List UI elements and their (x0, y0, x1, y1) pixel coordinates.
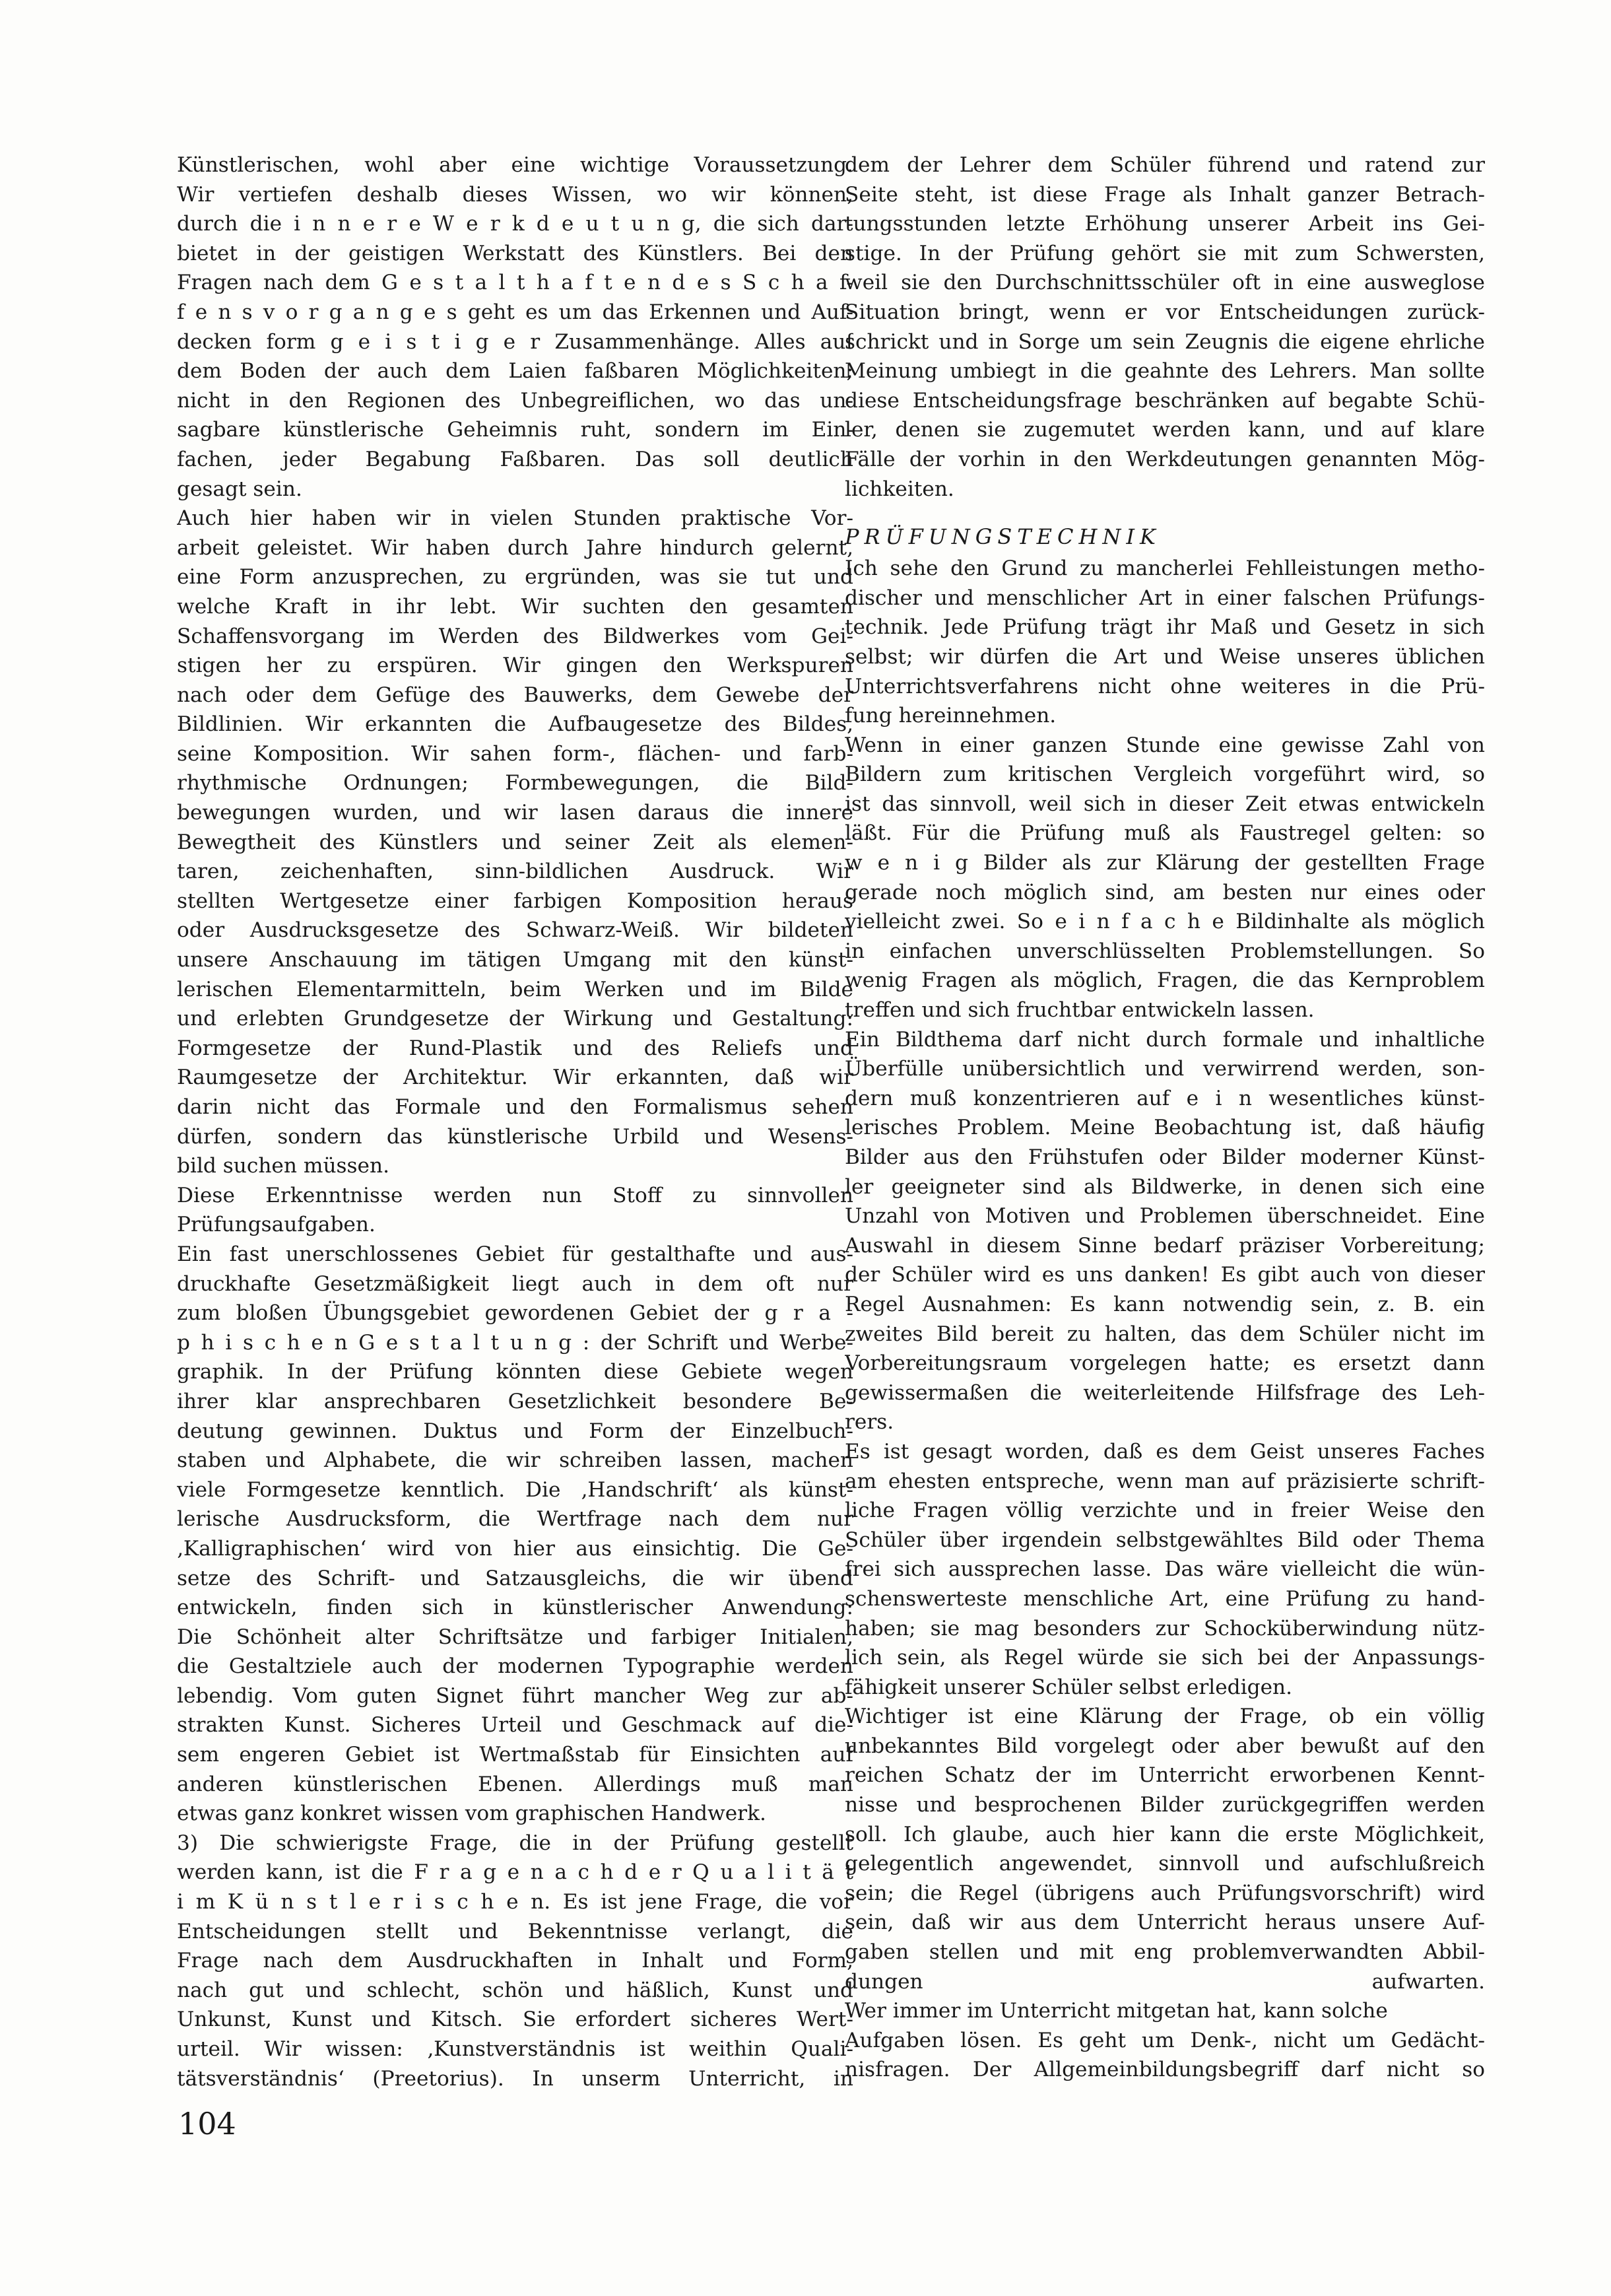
text-line: Wer immer im Unterricht mitgetan hat, kann solche (845, 1999, 1388, 2023)
text-line: gewissermaßen die weiterleitende Hilfsfrage des Leh- (845, 1380, 1485, 1405)
text-line: weil sie den Durchschnittsschüler oft in eine ausweglose (845, 271, 1485, 295)
text-line: bild suchen müssen. (177, 1154, 390, 1178)
text-line: anderen künstlerischen Ebenen. Allerdings muß man (177, 1772, 853, 1796)
text-line: Auswahl in diesem Sinne bedarf präziser Vorbereitung; (845, 1233, 1485, 1258)
text-line: dern muß konzentrieren auf e i n wesentliches künst- (845, 1086, 1485, 1110)
text-line: vielleicht zwei. So e i n f a c h e Bildinhalte als möglich (845, 910, 1485, 934)
text-line: Fragen nach dem G e s t a l t h a f t e n d e s S c h a f- (177, 271, 853, 295)
text-line: eine Form anzusprechen, zu ergründen, was sie tut und (177, 565, 853, 590)
text-line: lerisches Problem. Meine Beobachtung ist, daß häufig (845, 1116, 1485, 1140)
text-line: nach oder dem Gefüge des Bauwerks, dem Gewebe der (177, 683, 853, 707)
text-line: stellten Wertgesetze einer farbigen Komposition heraus (177, 889, 853, 913)
text-line: treffen und sich fruchtbar entwickeln lassen. (845, 998, 1315, 1023)
text-line: deutung gewinnen. Duktus und Form der Einzelbuch- (177, 1419, 853, 1443)
text-line: reichen Schatz der im Unterricht erworbenen Kennt- (845, 1763, 1485, 1788)
page-number: 104 (178, 2106, 236, 2142)
text-line: läßt. Für die Prüfung muß als Faustregel gelten: so (845, 821, 1485, 846)
text-line: entwickeln, finden sich in künstlerischer Anwendung: (177, 1596, 853, 1620)
text-line: Bewegtheit des Künstlers und seiner Zeit als elemen- (177, 830, 853, 854)
text-line: arbeit geleistet. Wir haben durch Jahre hindurch gelernt, (177, 535, 853, 560)
text-line: liche Fragen völlig verzichte und in freier Weise den (845, 1499, 1485, 1523)
text-line: Aufgaben lösen. Es geht um Denk-, nicht um Gedächt- (845, 2028, 1485, 2052)
text-line: 3) Die schwierigste Frage, die in der Prüfung gestellt (177, 1831, 853, 1855)
text-line: gelegentlich angewendet, sinnvoll und aufschlußreich (845, 1852, 1485, 1876)
text-line: diese Entscheidungsfrage beschränken auf begabte Schü- (845, 388, 1485, 413)
text-line: Bildern zum kritischen Vergleich vorgeführt wird, so (845, 762, 1485, 787)
text-line: i m K ü n s t l e r i s c h e n. Es ist jene Frage, die vor (177, 1890, 853, 1914)
text-line: Bilder aus den Frühstufen oder Bilder moderner Künst- (845, 1145, 1485, 1169)
right-column-bottom-text (845, 554, 1485, 2085)
left-column (177, 151, 853, 2093)
text-line: Ein fast unerschlossenes Gebiet für gestalthafte und aus- (177, 1242, 853, 1266)
text-line: Die Schönheit alter Schriftsätze und farbiger Initialen, (177, 1625, 853, 1649)
text-line: sein; die Regel (übrigens auch Prüfungsvorschrift) wird (845, 1881, 1485, 1905)
text-line: lich sein, als Regel würde sie sich bei der Anpassungs- (845, 1646, 1485, 1670)
text-line: werden kann, ist die F r a g e n a c h d e r Q u a l i t ä t (177, 1860, 853, 1885)
text-line: Schaffensvorgang im Werden des Bildwerkes vom Gei- (177, 624, 853, 648)
text-line: frei sich aussprechen lasse. Das wäre vielleicht die wün- (845, 1557, 1485, 1582)
text-line: darin nicht das Formale und den Formalismus sehen (177, 1095, 853, 1119)
text-line: stige. In der Prüfung gehört sie mit zum Schwersten, (845, 241, 1485, 265)
text-line: sein, daß wir aus dem Unterricht heraus unsere Auf- (845, 1910, 1485, 1935)
text-line: sem engeren Gebiet ist Wertmaßstab für Einsichten auf (177, 1743, 853, 1767)
text-line: Meinung umbiegt in die geahnte des Lehrers. Man sollte (845, 359, 1485, 384)
text-line: nach gut und schlecht, schön und häßlich, Kunst und (177, 1978, 853, 2002)
text-line: Auch hier haben wir in vielen Stunden praktische Vor- (177, 506, 853, 531)
text-line: zum bloßen Übungsgebiet gewordenen Gebiet der g r a - (177, 1301, 853, 1326)
text-line: nisse und besprochenen Bilder zurückgegriffen werden (845, 1793, 1485, 1817)
text-line: Bildlinien. Wir erkannten die Aufbaugesetze des Bildes, (177, 712, 853, 737)
text-line: tungsstunden letzte Erhöhung unserer Arbeit ins Gei- (845, 212, 1485, 236)
text-line: ler geeigneter sind als Bildwerke, in denen sich eine (845, 1174, 1485, 1199)
text-line: decken form g e i s t i g e r Zusammenhänge. Alles auf (177, 329, 853, 354)
text-line: Prüfungsaufgaben. (177, 1213, 376, 1237)
text-line: stigen her zu erspüren. Wir gingen den Werkspuren (177, 654, 853, 678)
text-line: Wenn in einer ganzen Stunde eine gewisse Zahl von (845, 733, 1485, 757)
section-heading-block (845, 521, 1485, 553)
text-line: dem der Lehrer dem Schüler führend und ratend zur (845, 153, 1485, 177)
text-line: gaben stellen und mit eng problemverwandten Abbil- (845, 1940, 1485, 1965)
text-line: rers. (845, 1410, 894, 1435)
text-line: ist das sinnvoll, weil sich in dieser Zeit etwas entwickeln (845, 792, 1485, 816)
text-line: fachen, jeder Begabung Faßbaren. Das soll deutlich (177, 447, 853, 471)
text-line: und erlebten Grundgesetze der Wirkung und Gestaltung: (177, 1007, 853, 1031)
text-line: dürfen, sondern das künstlerische Urbild und Wesens- (177, 1124, 853, 1149)
text-line: Unterrichtsverfahrens nicht ohne weiteres in die Prü- (845, 674, 1485, 698)
section-heading: PRÜFUNGSTECHNIK (845, 524, 1161, 550)
text-line: taren, zeichenhaften, sinn-bildlichen Ausdruck. Wir (177, 860, 853, 884)
text-line: Unzahl von Motiven und Problemen überschneidet. Eine (845, 1204, 1485, 1229)
text-line: Wir vertiefen deshalb dieses Wissen, wo wir können, (177, 182, 853, 207)
text-line: bewegungen wurden, und wir lasen daraus die innere (177, 801, 853, 825)
text-line: viele Formgesetze kenntlich. Die ‚Handschrift‘ als künst- (177, 1477, 853, 1502)
text-line: druckhafte Gesetzmäßigkeit liegt auch in dem oft nur (177, 1271, 853, 1296)
text-line: Schüler über irgendein selbstgewähltes Bild oder Thema (845, 1528, 1485, 1552)
text-line: dem Boden der auch dem Laien faßbaren Möglichkeiten; (177, 359, 853, 384)
text-line: dungen aufwarten. (845, 1969, 1485, 1994)
text-line: gesagt sein. (177, 477, 302, 501)
text-line: welche Kraft in ihr lebt. Wir suchten den gesamten (177, 594, 853, 619)
text-line: lichkeiten. (845, 477, 954, 501)
right-column (845, 151, 1485, 2085)
text-line: Unkunst, Kunst und Kitsch. Sie erfordert sicheres Wert- (177, 2008, 853, 2032)
text-line: Frage nach dem Ausdruckhaften in Inhalt und Form, (177, 1949, 853, 1973)
text-line: lerische Ausdrucksform, die Wertfrage nach dem nur (177, 1507, 853, 1532)
text-line: unsere Anschauung im tätigen Umgang mit den künst- (177, 948, 853, 972)
text-line: soll. Ich glaube, auch hier kann die erste Möglichkeit, (845, 1822, 1485, 1846)
text-line: durch die i n n e r e W e r k d e u t u n g, die sich dar- (177, 212, 853, 236)
text-line: rhythmische Ordnungen; Formbewegungen, die Bild- (177, 771, 853, 795)
text-line: sagbare künstlerische Geheimnis ruht, sondern im Ein- (177, 418, 853, 442)
text-line: Diese Erkenntnisse werden nun Stoff zu sinnvollen (177, 1183, 853, 1207)
text-line: ler, denen sie zugemutet werden kann, und auf klare (845, 418, 1485, 442)
text-line: selbst; wir dürfen die Art und Weise unseres üblichen (845, 644, 1485, 669)
text-line: f e n s v o r g a n g e s geht es um das Erkennen und Auf- (177, 300, 853, 324)
text-line: Situation bringt, wenn er vor Entscheidungen zurück- (845, 300, 1485, 324)
text-line: Es ist gesagt worden, daß es dem Geist unseres Faches (845, 1439, 1485, 1464)
text-line: bietet in der geistigen Werkstatt des Künstlers. Bei den (177, 241, 853, 265)
text-line: Regel Ausnahmen: Es kann notwendig sein, z. B. ein (845, 1292, 1485, 1316)
text-line: p h i s c h e n G e s t a l t u n g : der Schrift und Werbe- (177, 1330, 853, 1355)
text-line: strakten Kunst. Sicheres Urteil und Geschmack auf die- (177, 1713, 853, 1738)
text-line: in einfachen unverschlüsselten Problemstellungen. So (845, 939, 1485, 963)
text-line: die Gestaltziele auch der modernen Typographie werden (177, 1654, 853, 1679)
text-line: urteil. Wir wissen: ‚Kunstverständnis ist weithin Quali- (177, 2037, 853, 2061)
text-line: nisfragen. Der Allgemeinbildungsbegriff darf nicht so (845, 2058, 1485, 2082)
text-line: staben und Alphabete, die wir schreiben lassen, machen (177, 1448, 853, 1473)
text-line: zweites Bild bereit zu halten, das dem Schüler nicht im (845, 1322, 1485, 1346)
text-line: graphik. In der Prüfung könnten diese Gebiete wegen (177, 1360, 853, 1384)
text-line: etwas ganz konkret wissen vom graphischen Handwerk. (177, 1802, 766, 1826)
text-line: lebendig. Vom guten Signet führt mancher Weg zur ab- (177, 1683, 853, 1708)
text-line: ihrer klar ansprechbaren Gesetzlichkeit besondere Be- (177, 1389, 853, 1413)
text-line: fung hereinnehmen. (845, 704, 1057, 728)
text-line: am ehesten entspreche, wenn man auf präzisierte schrift- (845, 1469, 1485, 1493)
text-line: schenswerteste menschliche Art, eine Prüfung zu hand- (845, 1586, 1485, 1611)
text-line: Ein Bildthema darf nicht durch formale und inhaltliche (845, 1027, 1485, 1052)
text-line: tätsverständnis‘ (Preetorius). In unserm Unterricht, in (177, 2066, 853, 2091)
text-line: Formgesetze der Rund-Plastik und des Reliefs und (177, 1036, 853, 1060)
text-line: haben; sie mag besonders zur Schocküberwindung nütz- (845, 1616, 1485, 1640)
text-line: discher und menschlicher Art in einer falschen Prüfungs- (845, 586, 1485, 610)
text-line: Künstlerischen, wohl aber eine wichtige Voraussetzung. (177, 153, 853, 177)
text-line: seine Komposition. Wir sahen form-, flächen- und farb- (177, 741, 853, 766)
text-line: Raumgesetze der Architektur. Wir erkannten, daß wir (177, 1065, 853, 1090)
text-line: Fälle der vorhin in den Werkdeutungen genannten Mög- (845, 447, 1485, 471)
text-line: ‚Kalligraphischen‘ wird von hier aus einsichtig. Die Ge- (177, 1536, 853, 1561)
text-line: lerischen Elementarmitteln, beim Werken und im Bilde (177, 977, 853, 1001)
text-line: Vorbereitungsraum vorgelegen hatte; es ersetzt dann (845, 1351, 1485, 1376)
text-line: der Schüler wird es uns danken! Es gibt auch von dieser (845, 1263, 1485, 1287)
text-line: schrickt und in Sorge um sein Zeugnis die eigene ehrliche (845, 329, 1485, 354)
text-line: fähigkeit unserer Schüler selbst erledigen. (845, 1675, 1293, 1699)
text-line: Überfülle unübersichtlich und verwirrend werden, son- (845, 1057, 1485, 1081)
text-line: Ich sehe den Grund zu mancherlei Fehlleistungen metho- (845, 557, 1485, 581)
text-line: Wichtiger ist eine Klärung der Frage, ob ein völlig (845, 1705, 1485, 1729)
text-line: Entscheidungen stellt und Bekenntnisse verlangt, die (177, 1919, 853, 1943)
text-line: setze des Schrift- und Satzausgleichs, die wir übend (177, 1566, 853, 1590)
text-line: technik. Jede Prüfung trägt ihr Maß und Gesetz in sich (845, 615, 1485, 640)
text-line: gerade noch möglich sind, am besten nur eines oder (845, 880, 1485, 904)
text-line: w e n i g Bilder als zur Klärung der gestellten Frage (845, 851, 1485, 875)
text-line: Seite steht, ist diese Frage als Inhalt ganzer Betrach- (845, 182, 1485, 207)
text-line: oder Ausdrucksgesetze des Schwarz-Weiß. Wir bildeten (177, 918, 853, 943)
text-line: unbekanntes Bild vorgelegt oder aber bewußt auf den (845, 1734, 1485, 1758)
right-column-top-text (845, 151, 1485, 504)
text-line: wenig Fragen als möglich, Fragen, die das Kernproblem (845, 968, 1485, 993)
text-line: nicht in den Regionen des Unbegreiflichen, wo das un- (177, 388, 853, 413)
